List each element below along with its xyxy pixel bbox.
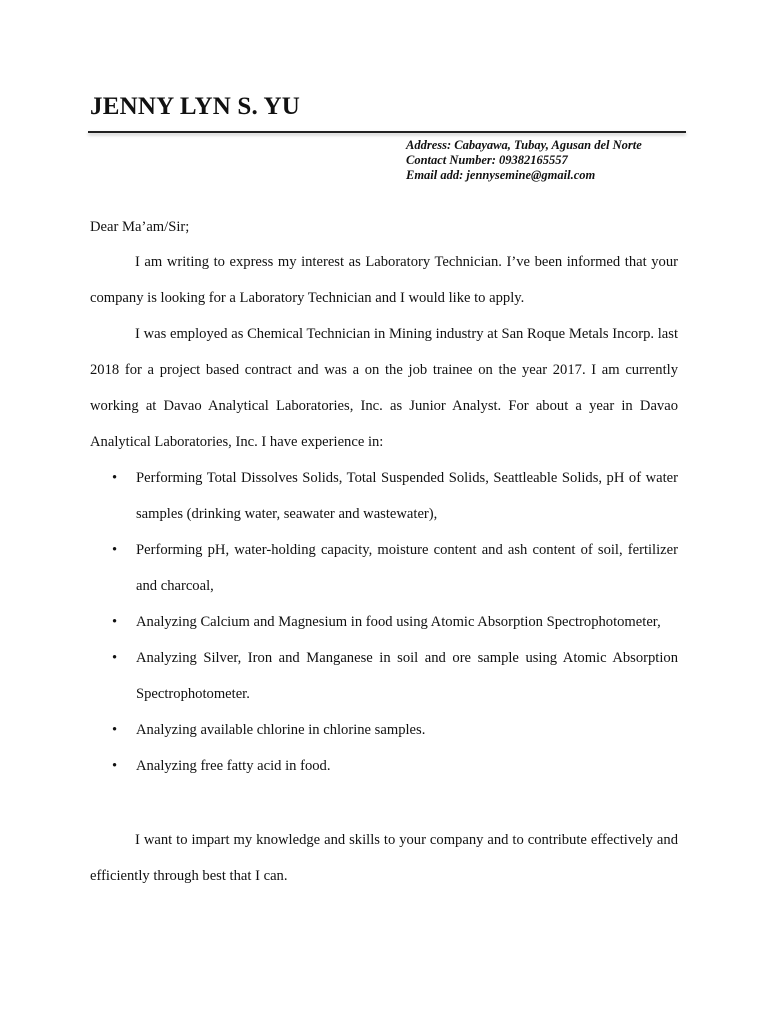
list-item-text: Performing Total Dissolves Solids, Total Suspended Solids, Seattleable Solids, pH of water samples (drinking water, seawater and wastewater), [136, 470, 678, 522]
list-item-text: Analyzing Silver, Iron and Manganese in soil and ore sample using Atomic Absorption Spectrophotometer. [136, 650, 678, 702]
bullet-icon: • [112, 470, 118, 486]
paragraph-intro: I am writing to express my interest as Laboratory Technician. I’ve been informed that your company is looking for a Laboratory Technician and I would like to apply. [90, 254, 678, 306]
address-line: Address: Cabayawa, Tubay, Agusan del Norte [406, 138, 642, 152]
list-item [90, 712, 678, 748]
salutation: Dear Ma’am/Sir; [90, 219, 190, 235]
list-item [90, 640, 678, 712]
paragraph-closing: I want to impart my knowledge and skills to your company and to contribute effectively and efficiently through best that I can. [90, 832, 678, 884]
list-item-text: Analyzing Calcium and Magnesium in food using Atomic Absorption Spectrophotometer, [136, 614, 661, 630]
paragraph-experience: I was employed as Chemical Technician in Mining industry at San Roque Metals Incorp. last 2018 for a project based contract and was a on the job trainee on the year 2017. I am currently working at Davao Analytical Laboratories, Inc. as Junior Analyst. For about a year in Davao Analytical Laboratories, Inc. I have experience in: [90, 326, 678, 450]
applicant-name: JENNY LYN S. YU [90, 93, 300, 120]
list-item [90, 460, 678, 532]
contact-block [406, 138, 642, 183]
experience-list [90, 460, 678, 784]
header-divider [88, 131, 686, 133]
bullet-icon: • [112, 722, 118, 738]
list-item [90, 748, 678, 784]
bullet-icon: • [112, 542, 118, 558]
bullet-icon: • [112, 650, 118, 666]
list-item-text: Performing pH, water-holding capacity, moisture content and ash content of soil, fertilizer and charcoal, [136, 542, 678, 594]
email-line: Email add: jennysemine@gmail.com [406, 168, 596, 182]
contact-number-line: Contact Number: 09382165557 [406, 153, 568, 167]
list-item-text: Analyzing available chlorine in chlorine samples. [136, 722, 426, 738]
list-item [90, 604, 678, 640]
bullet-icon: • [112, 614, 118, 630]
list-item [90, 532, 678, 604]
list-item-text: Analyzing free fatty acid in food. [136, 758, 331, 774]
bullet-icon: • [112, 758, 118, 774]
